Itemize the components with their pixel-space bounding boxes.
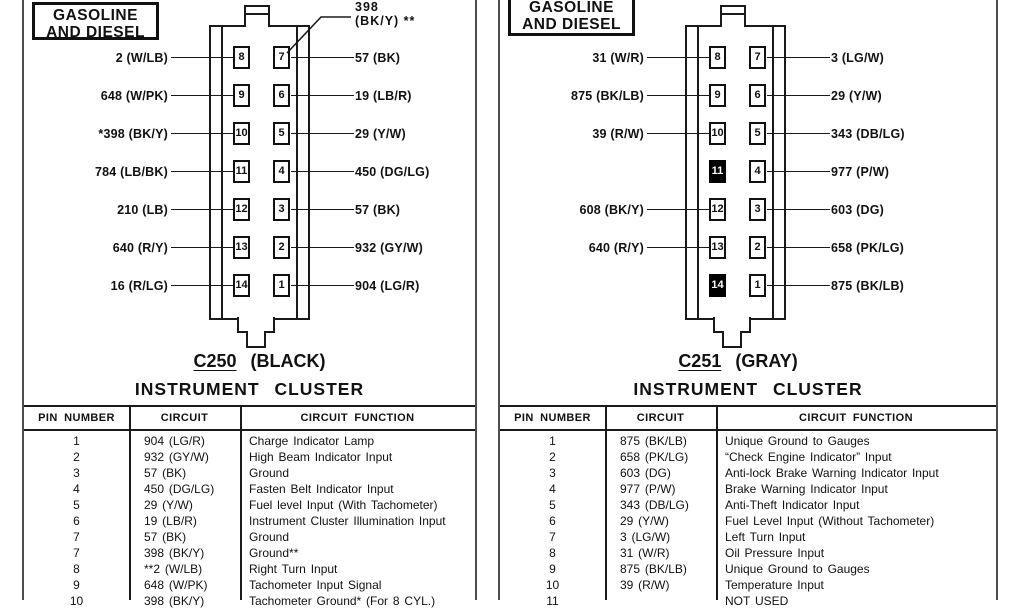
pin-box-9: 9	[233, 84, 250, 107]
pin-wire-label: 608 (BK/Y)	[579, 202, 644, 217]
pin-wire-label: 16 (R/LG)	[110, 278, 168, 293]
pinout-table-rows	[500, 433, 996, 609]
leader-line	[767, 209, 830, 211]
connector-code: C250	[193, 351, 237, 371]
leader-line	[767, 133, 830, 135]
pin-number-cell: 7	[73, 546, 80, 560]
pin-wire-label: 640 (R/Y)	[112, 240, 168, 255]
pin-box-11: 11	[709, 160, 726, 183]
table-row	[500, 433, 996, 449]
circuit-cell: 904 (LG/R)	[144, 434, 205, 448]
pin-box-12: 12	[709, 198, 726, 221]
table-row	[24, 593, 475, 609]
leader-line	[767, 247, 830, 249]
circuit-function-cell: Unique Ground to Gauges	[725, 434, 870, 448]
circuit-function-cell: Tachometer Input Signal	[249, 578, 382, 592]
pin-wire-label: 932 (GY/W)	[355, 240, 423, 255]
pin-number-cell: 4	[549, 482, 556, 496]
pin-number-cell: 6	[549, 514, 556, 528]
pin-box-8: 8	[233, 46, 250, 69]
leader-line	[291, 247, 354, 249]
table-row	[500, 465, 996, 481]
pin-number-cell: 5	[549, 498, 556, 512]
circuit-cell: 398 (BK/Y)	[144, 594, 205, 608]
pin-wire-label: 977 (P/W)	[831, 164, 890, 179]
circuit-function-cell: Right Turn Input	[249, 562, 338, 576]
pin-box-12: 12	[233, 198, 250, 221]
leader-line	[647, 209, 709, 211]
callout-line-1: 398	[355, 0, 379, 14]
pin-box-9: 9	[709, 84, 726, 107]
leader-line	[767, 57, 830, 59]
pin-wire-label: *398 (BK/Y)	[98, 126, 168, 141]
pin-number-cell: 5	[73, 498, 80, 512]
circuit-function-cell: Left Turn Input	[725, 530, 806, 544]
connector-title	[44, 351, 475, 372]
circuit-cell: 648 (W/PK)	[144, 578, 208, 592]
circuit-cell: 343 (DB/LG)	[620, 498, 689, 512]
pin-box-5: 5	[749, 122, 766, 145]
leader-line	[291, 95, 354, 97]
leader-line	[171, 133, 233, 135]
leader-line	[171, 209, 233, 211]
pin-box-4: 4	[273, 160, 290, 183]
circuit-function-cell: Fuel Level Input (Without Tachometer)	[725, 514, 935, 528]
table-top-rule	[500, 405, 996, 407]
pin-wire-label: 57 (BK)	[355, 202, 401, 217]
circuit-cell: 875 (BK/LB)	[620, 434, 687, 448]
column-header-pin-number: PIN NUMBER	[38, 412, 115, 424]
circuit-cell: 57 (BK)	[144, 466, 187, 480]
table-row	[500, 513, 996, 529]
circuit-function-cell: Ground	[249, 466, 290, 480]
connector-subtitle: INSTRUMENT CLUSTER	[134, 379, 365, 399]
pin-wire-label: 39 (R/W)	[592, 126, 644, 141]
circuit-function-cell: Temperature Input	[725, 578, 824, 592]
circuit-cell: 29 (Y/W)	[144, 498, 193, 512]
table-row	[24, 561, 475, 577]
leader-line	[291, 285, 354, 287]
pin-wire-label: 875 (BK/LB)	[570, 88, 644, 103]
pin-box-10: 10	[709, 122, 726, 145]
circuit-function-cell: Unique Ground to Gauges	[725, 562, 870, 576]
column-header-circuit-function: CIRCUIT FUNCTION	[799, 412, 913, 424]
callout-line-2: (BK/Y) **	[355, 13, 416, 28]
pin-wire-label: 2 (W/LB)	[115, 50, 168, 65]
table-row	[500, 561, 996, 577]
circuit-cell: 31 (W/R)	[620, 546, 670, 560]
circuit-cell: 39 (R/W)	[620, 578, 670, 592]
table-row	[500, 577, 996, 593]
circuit-function-cell: Ground**	[249, 546, 299, 560]
circuit-function-cell: Ground	[249, 530, 290, 544]
pin-wire-label: 29 (Y/W)	[355, 126, 406, 141]
table-row	[500, 545, 996, 561]
leader-line	[171, 285, 233, 287]
circuit-cell: 398 (BK/Y)	[144, 546, 205, 560]
leader-line	[171, 171, 233, 173]
pin-number-cell: 6	[73, 514, 80, 528]
leader-line	[647, 95, 709, 97]
circuit-cell: 29 (Y/W)	[620, 514, 669, 528]
circuit-function-cell: Instrument Cluster Illumination Input	[249, 514, 446, 528]
pin-wire-label: 29 (Y/W)	[831, 88, 882, 103]
circuit-cell: 57 (BK)	[144, 530, 187, 544]
leader-line	[647, 247, 709, 249]
circuit-cell: 450 (DG/LG)	[144, 482, 215, 496]
table-row	[24, 449, 475, 465]
pin-number-cell: 9	[73, 578, 80, 592]
connector-color: (BLACK)	[250, 351, 326, 371]
circuit-cell: 3 (LG/W)	[620, 530, 671, 544]
pin-wire-label: 648 (W/PK)	[100, 88, 168, 103]
table-row	[24, 529, 475, 545]
pin-box-2: 2	[749, 236, 766, 259]
pin-number-cell: 7	[549, 530, 556, 544]
circuit-function-cell: Brake Warning Indicator Input	[725, 482, 888, 496]
circuit-function-cell: Fuel level Input (With Tachometer)	[249, 498, 438, 512]
pin-box-7: 7	[273, 46, 290, 69]
circuit-cell: 875 (BK/LB)	[620, 562, 687, 576]
leader-line	[767, 95, 830, 97]
pin-box-14: 14	[233, 274, 250, 297]
leader-line	[647, 57, 709, 59]
leader-line	[171, 95, 233, 97]
pin-box-6: 6	[749, 84, 766, 107]
connector-code: C251	[678, 351, 722, 371]
pin-number-cell: 10	[69, 594, 84, 608]
table-header-rule	[500, 429, 996, 431]
table-row	[24, 545, 475, 561]
pin-number-cell: 4	[73, 482, 80, 496]
pin-number-cell: 8	[73, 562, 80, 576]
pin-number-cell: 1	[73, 434, 80, 448]
leader-line	[171, 247, 233, 249]
pin-box-1: 1	[749, 274, 766, 297]
pin-number-cell: 2	[549, 450, 556, 464]
pin-wire-label: 658 (PK/LG)	[831, 240, 905, 255]
leader-line	[647, 133, 709, 135]
table-row	[24, 465, 475, 481]
column-header-circuit-function: CIRCUIT FUNCTION	[300, 412, 415, 424]
pin-wire-label: 603 (DG)	[831, 202, 885, 217]
pin-number-cell: 3	[549, 466, 556, 480]
circuit-cell: 19 (LB/R)	[144, 514, 197, 528]
circuit-function-cell: Anti-Theft Indicator Input	[725, 498, 860, 512]
pin-box-13: 13	[233, 236, 250, 259]
circuit-cell: 977 (P/W)	[620, 482, 676, 496]
pin-box-5: 5	[273, 122, 290, 145]
leader-line	[767, 171, 830, 173]
pin-wire-label: 875 (BK/LB)	[831, 278, 905, 293]
table-row	[500, 481, 996, 497]
pin-box-10: 10	[233, 122, 250, 145]
pin-wire-label: 343 (DB/LG)	[831, 126, 905, 141]
connector-color: (GRAY)	[735, 351, 798, 371]
table-row	[500, 497, 996, 513]
pin-box-3: 3	[749, 198, 766, 221]
pin-box-1: 1	[273, 274, 290, 297]
pin-wire-label: 31 (W/R)	[592, 50, 644, 65]
pin7-second-wire-callout	[355, 1, 415, 28]
pin-number-cell: 10	[545, 578, 560, 592]
pin-number-cell: 9	[549, 562, 556, 576]
pin-wire-label: 57 (BK)	[355, 50, 401, 65]
leader-line	[767, 285, 830, 287]
circuit-function-cell: High Beam Indicator Input	[249, 450, 393, 464]
circuit-cell: 932 (GY/W)	[144, 450, 209, 464]
pin-number-cell: 7	[73, 530, 80, 544]
column-header-circuit: CIRCUIT	[160, 412, 209, 424]
pin-wire-label: 210 (LB)	[117, 202, 168, 217]
pin-wire-label: 904 (LG/R)	[355, 278, 420, 293]
panel-c250	[22, 0, 477, 608]
circuit-function-cell: Anti-lock Brake Warning Indicator Input	[725, 466, 939, 480]
pin-wire-label: 640 (R/Y)	[588, 240, 644, 255]
pin-number-cell: 11	[546, 594, 559, 608]
pin-box-13: 13	[709, 236, 726, 259]
pin-number-cell: 1	[549, 434, 556, 448]
leader-line	[291, 209, 354, 211]
table-row	[24, 513, 475, 529]
table-row	[24, 577, 475, 593]
table-row	[24, 433, 475, 449]
connector-pin-rows	[500, 0, 996, 360]
pin-box-3: 3	[273, 198, 290, 221]
table-row	[500, 449, 996, 465]
pin-box-7: 7	[749, 46, 766, 69]
connector-title	[500, 351, 976, 372]
fuel-line-1: GASOLINE	[529, 0, 614, 16]
table-row	[24, 481, 475, 497]
pin-box-6: 6	[273, 84, 290, 107]
pin-number-cell: 2	[73, 450, 80, 464]
panel-c251	[498, 0, 998, 608]
fuel-line-2: AND DIESEL	[522, 16, 621, 33]
pin-box-11: 11	[233, 160, 250, 183]
pin-number-cell: 3	[73, 466, 80, 480]
circuit-function-cell: “Check Engine Indicator” Input	[725, 450, 892, 464]
pin-box-2: 2	[273, 236, 290, 259]
column-header-circuit: CIRCUIT	[636, 412, 685, 424]
circuit-cell: 658 (PK/LG)	[620, 450, 689, 464]
circuit-function-cell: Charge Indicator Lamp	[249, 434, 375, 448]
pin-wire-label: 450 (DG/LG)	[355, 164, 430, 179]
circuit-cell: 603 (DG)	[620, 466, 671, 480]
table-row	[500, 593, 996, 609]
leader-line	[291, 133, 354, 135]
circuit-function-cell: Tachometer Ground* (For 8 CYL.)	[249, 594, 436, 608]
pin-box-14: 14	[709, 274, 726, 297]
connector-subtitle: INSTRUMENT CLUSTER	[633, 379, 863, 399]
table-top-rule	[24, 405, 475, 407]
table-row	[24, 497, 475, 513]
pin-box-4: 4	[749, 160, 766, 183]
leader-line	[291, 171, 354, 173]
circuit-function-cell: Oil Pressure Input	[725, 546, 825, 560]
circuit-function-cell: Fasten Belt Indicator Input	[249, 482, 394, 496]
pin-wire-label: 784 (LB/BK)	[94, 164, 168, 179]
table-header-rule	[24, 429, 475, 431]
pin-number-cell: 8	[549, 546, 556, 560]
fuel-line-1: GASOLINE	[53, 7, 138, 24]
pinout-table-rows	[24, 433, 475, 609]
table-row	[500, 529, 996, 545]
pin-wire-label: 19 (LB/R)	[355, 88, 412, 103]
column-header-pin-number: PIN NUMBER	[514, 412, 591, 424]
circuit-cell: **2 (W/LB)	[144, 562, 203, 576]
circuit-function-cell: NOT USED	[725, 594, 789, 608]
pin-wire-label: 3 (LG/W)	[831, 50, 884, 65]
pin-box-8: 8	[709, 46, 726, 69]
fuel-line-2: AND DIESEL	[46, 24, 145, 41]
